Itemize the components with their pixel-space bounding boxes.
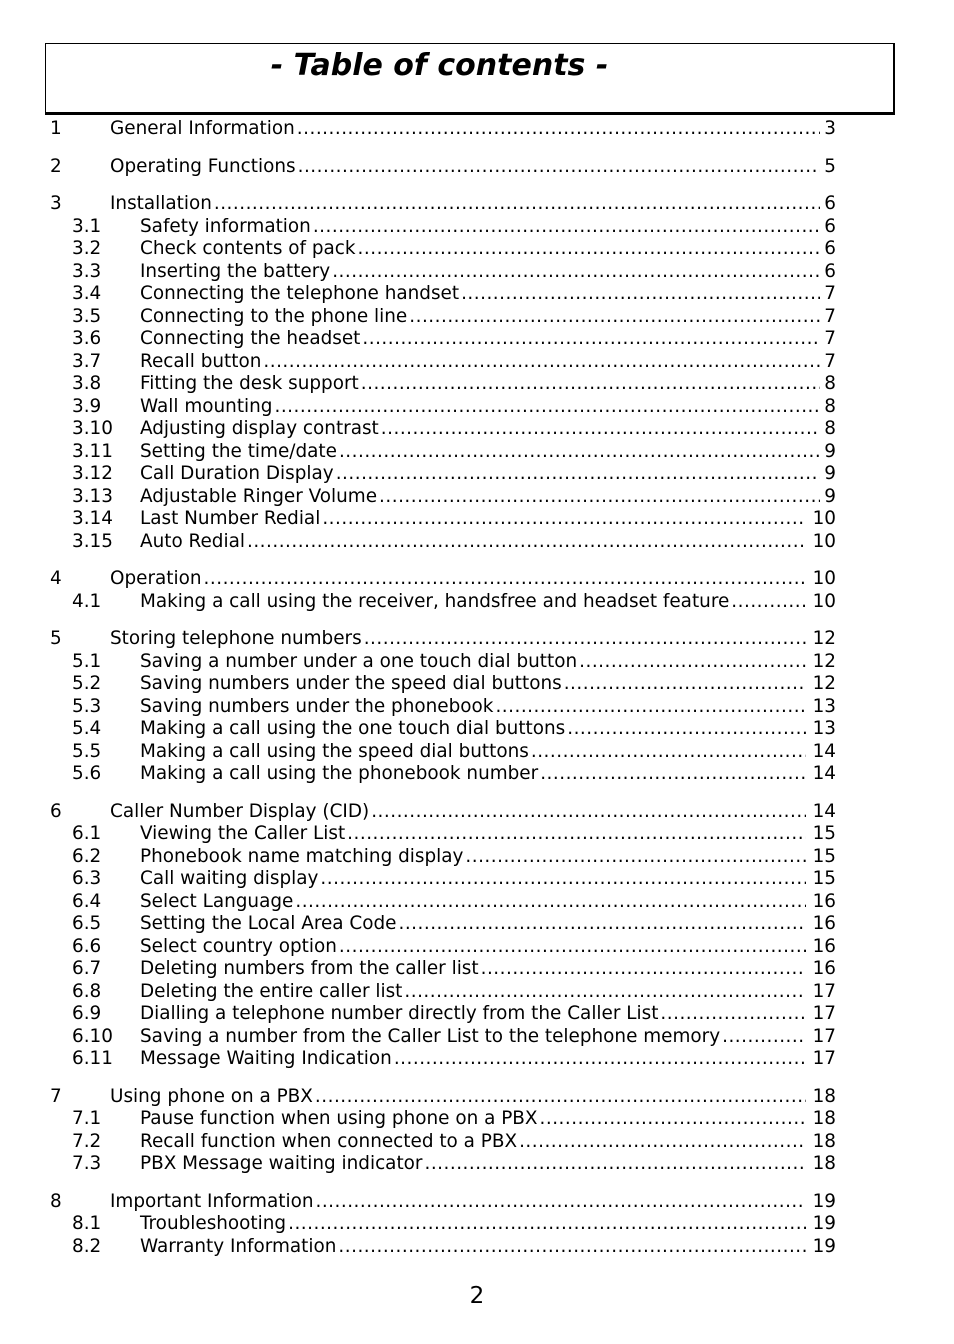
toc-entry — [140, 328, 820, 351]
toc-section-row[interactable] — [0, 591, 954, 614]
dot-leader — [722, 1026, 806, 1049]
toc-entry — [140, 1153, 806, 1176]
dot-leader — [381, 418, 820, 441]
dot-leader — [347, 823, 806, 846]
toc-entry — [140, 351, 820, 374]
toc-entry-title: Making a call using the phonebook number — [140, 763, 539, 784]
page-title: - Table of contents - — [270, 48, 609, 83]
dot-leader — [461, 283, 820, 306]
dot-leader — [361, 373, 820, 396]
toc-section-row[interactable] — [0, 261, 954, 284]
toc-page-number: 5 — [824, 155, 836, 177]
toc-page-number: 17 — [812, 1025, 836, 1047]
toc-entry — [140, 1026, 806, 1049]
toc-section-row[interactable] — [0, 463, 954, 486]
dot-leader — [204, 568, 806, 591]
toc-section-row[interactable] — [0, 1108, 954, 1131]
dot-leader — [320, 868, 806, 891]
dot-leader — [339, 936, 806, 959]
toc-page-number: 16 — [812, 890, 836, 912]
toc-entry-title: Last Number Redial — [140, 508, 321, 529]
dot-leader — [338, 1236, 806, 1259]
toc-entry-number: 2 — [50, 155, 62, 177]
toc-entry-title: Adjustable Ringer Volume — [140, 485, 378, 507]
toc-entry-number: 8.1 — [72, 1213, 102, 1234]
toc-page-number: 9 — [824, 485, 836, 507]
toc-entry-number: 6.11 — [72, 1048, 113, 1069]
toc-entry — [140, 216, 820, 239]
toc-section-row[interactable] — [0, 216, 954, 239]
toc-entry-title: Making a call using the one touch dial buttons — [140, 718, 566, 739]
toc-entry-title: Connecting the telephone handset — [140, 283, 460, 304]
toc-entry-title: Saving numbers under the speed dial buttons — [140, 673, 562, 694]
toc-entry-number: 3.11 — [72, 440, 113, 462]
toc-entry — [140, 261, 820, 284]
toc-entry-number: 6.6 — [72, 935, 102, 957]
dot-leader — [567, 718, 806, 741]
toc-page-number: 12 — [812, 673, 836, 694]
dot-leader — [298, 156, 820, 179]
toc-section-row[interactable] — [0, 238, 954, 261]
dot-leader — [465, 846, 806, 869]
toc-entry-number: 6.5 — [72, 913, 102, 934]
toc-entry — [140, 238, 820, 261]
toc-section-row[interactable] — [0, 441, 954, 464]
toc-entry-number: 3.8 — [72, 373, 102, 394]
dot-leader — [481, 958, 806, 981]
toc-entry-number: 5.4 — [72, 718, 102, 739]
toc-chapter-row[interactable] — [0, 568, 954, 591]
dot-leader — [424, 1153, 806, 1176]
toc-entry-number: 3.5 — [72, 305, 102, 327]
toc-entry — [140, 651, 806, 674]
toc-entry-title: Wall mounting — [140, 395, 273, 417]
toc-entry-title: Check contents of pack — [140, 238, 356, 259]
toc-section-row[interactable] — [0, 696, 954, 719]
toc-entry — [140, 913, 806, 936]
toc-entry-number: 3 — [50, 193, 62, 214]
toc-entry-number: 3.14 — [72, 508, 113, 529]
toc-entry — [140, 373, 820, 396]
title-box — [45, 43, 895, 115]
dot-leader — [371, 801, 806, 824]
toc-entry-number: 3.3 — [72, 260, 102, 282]
toc-page-number: 14 — [812, 800, 836, 822]
toc-chapter-row[interactable] — [0, 628, 954, 651]
dot-leader — [495, 696, 806, 719]
toc-page-number: 6 — [824, 193, 836, 214]
toc-entry-number: 6.8 — [72, 980, 102, 1002]
toc-page-number: 8 — [824, 418, 836, 439]
toc-entry-title: Making a call using the speed dial buttons — [140, 740, 529, 762]
toc-section-row[interactable] — [0, 328, 954, 351]
toc-entry-number: 6.3 — [72, 868, 102, 889]
toc-entry — [140, 463, 820, 486]
toc-entry — [110, 1086, 806, 1109]
dot-leader — [247, 531, 806, 554]
toc-entry-number: 7.2 — [72, 1130, 102, 1152]
toc-entry-number: 3.6 — [72, 328, 102, 349]
toc-page-number: 7 — [824, 328, 836, 349]
toc-page-number: 8 — [824, 395, 836, 417]
toc-entry-number: 7.3 — [72, 1153, 102, 1174]
toc-section-row[interactable] — [0, 1236, 954, 1259]
toc-section-row[interactable] — [0, 418, 954, 441]
toc-entry-title: Phonebook name matching display — [140, 845, 464, 867]
toc-section-row[interactable] — [0, 913, 954, 936]
toc-entry — [140, 741, 806, 764]
toc-entry — [140, 441, 820, 464]
toc-entry-number: 3.10 — [72, 418, 113, 439]
toc-entry-number: 6.1 — [72, 823, 102, 844]
toc-entry-number: 6.7 — [72, 958, 102, 979]
dot-leader — [579, 651, 806, 674]
toc-entry-title: Message Waiting Indication — [140, 1048, 392, 1069]
toc-entry-number: 3.13 — [72, 485, 113, 507]
toc-entry-title: Call Duration Display — [140, 463, 334, 484]
toc-entry-title: Warranty Information — [140, 1235, 337, 1257]
toc-page-number: 9 — [824, 463, 836, 484]
toc-section-row[interactable] — [0, 396, 954, 419]
dot-leader — [398, 913, 806, 936]
toc-entry-title: Pause function when using phone on a PBX — [140, 1108, 538, 1129]
toc-entry-title: Deleting the entire caller list — [140, 980, 403, 1002]
toc-entry-number: 6.4 — [72, 890, 102, 912]
toc-entry-title: General Information — [110, 118, 295, 139]
toc-entry-title: Installation — [110, 193, 212, 214]
dot-leader — [409, 306, 820, 329]
toc-entry-title: Select country option — [140, 935, 337, 957]
toc-entry-title: Select Language — [140, 890, 294, 912]
toc-entry-title: Caller Number Display (CID) — [110, 800, 370, 822]
toc-entry-number: 4 — [50, 568, 62, 589]
toc-entry-number: 5.5 — [72, 740, 102, 762]
dot-leader — [362, 328, 820, 351]
toc-entry-number: 3.2 — [72, 238, 102, 259]
toc-entry — [110, 118, 820, 141]
toc-entry-title: Adjusting display contrast — [140, 418, 379, 439]
toc-entry-number: 8 — [50, 1190, 62, 1212]
toc-section-row[interactable] — [0, 891, 954, 914]
toc-entry-number: 6.2 — [72, 845, 102, 867]
toc-page-number: 13 — [812, 695, 836, 717]
toc-section-row[interactable] — [0, 508, 954, 531]
toc-entry-title: Recall button — [140, 350, 262, 372]
toc-section-row[interactable] — [0, 531, 954, 554]
toc-section-row[interactable] — [0, 1213, 954, 1236]
toc-entry-title: Storing telephone numbers — [110, 628, 362, 649]
toc-entry — [140, 868, 806, 891]
dot-leader — [297, 118, 820, 141]
toc-entry-title: Deleting numbers from the caller list — [140, 958, 479, 979]
dot-leader — [519, 1131, 806, 1154]
toc-entry — [140, 1108, 806, 1131]
toc-page-number: 15 — [812, 823, 836, 844]
toc-page-number: 14 — [812, 740, 836, 762]
toc-entry-title: Troubleshooting — [140, 1213, 287, 1234]
dot-leader — [358, 238, 820, 261]
toc-chapter-row[interactable] — [0, 156, 954, 179]
toc-entry — [140, 531, 806, 554]
toc-entry-number: 6.9 — [72, 1003, 102, 1024]
toc-entry — [140, 1213, 806, 1236]
toc-section-row[interactable] — [0, 741, 954, 764]
toc-entry-number: 7.1 — [72, 1108, 102, 1129]
dot-leader — [564, 673, 806, 696]
toc-page-number: 19 — [812, 1190, 836, 1212]
toc-entry — [110, 193, 820, 216]
toc-entry-title: Connecting the headset — [140, 328, 361, 349]
toc-page-number: 17 — [812, 980, 836, 1002]
toc-entry — [140, 891, 806, 914]
toc-entry-number: 6 — [50, 800, 62, 822]
toc-entry-title: Connecting to the phone line — [140, 305, 408, 327]
toc-section-row[interactable] — [0, 373, 954, 396]
toc-page-number: 6 — [824, 215, 836, 237]
toc-page-number: 7 — [824, 283, 836, 304]
toc-section-row[interactable] — [0, 283, 954, 306]
toc-chapter-row[interactable] — [0, 1191, 954, 1214]
toc-entry-title: Setting the time/date — [140, 440, 337, 462]
page-number: 2 — [469, 1283, 485, 1309]
toc-entry — [110, 628, 806, 651]
dot-leader — [364, 628, 806, 651]
dot-leader — [540, 1108, 806, 1131]
toc-entry — [110, 801, 806, 824]
toc-page-number: 9 — [824, 440, 836, 462]
toc-entry-title: Operating Functions — [110, 155, 296, 177]
toc-page-number: 8 — [824, 373, 836, 394]
toc-entry — [110, 1191, 806, 1214]
toc-entry-number: 5.3 — [72, 695, 102, 717]
dot-leader — [339, 441, 820, 464]
toc-page-number: 16 — [812, 935, 836, 957]
toc-entry-number: 3.12 — [72, 463, 113, 484]
dot-leader — [288, 1213, 806, 1236]
dot-leader — [313, 216, 820, 239]
dot-leader — [531, 741, 806, 764]
toc-entry-title: Important Information — [110, 1190, 314, 1212]
dot-leader — [322, 508, 806, 531]
toc-entry-number: 6.10 — [72, 1025, 113, 1047]
dot-leader — [336, 463, 820, 486]
toc-section-row[interactable] — [0, 936, 954, 959]
toc-chapter-row[interactable] — [0, 193, 954, 216]
toc-entry — [140, 823, 806, 846]
toc-entry — [140, 486, 820, 509]
toc-entry-title: PBX Message waiting indicator — [140, 1153, 423, 1174]
toc-entry — [140, 718, 806, 741]
toc-section-row[interactable] — [0, 958, 954, 981]
toc-section-row[interactable] — [0, 651, 954, 674]
toc-entry-number: 3.1 — [72, 215, 102, 237]
toc-entry-title: Inserting the battery — [140, 260, 331, 282]
toc-page-number: 15 — [812, 868, 836, 889]
toc-chapter-row[interactable] — [0, 1086, 954, 1109]
toc-entry-title: Viewing the Caller List — [140, 823, 346, 844]
toc-entry-title: Auto Redial — [140, 530, 245, 552]
toc-page-number: 6 — [824, 260, 836, 282]
toc-page-number: 19 — [812, 1235, 836, 1257]
toc-entry-title: Call waiting display — [140, 868, 319, 889]
toc-section-row[interactable] — [0, 306, 954, 329]
toc-page-number: 7 — [824, 350, 836, 372]
toc-entry-number: 8.2 — [72, 1235, 102, 1257]
toc-page-number: 18 — [812, 1153, 836, 1174]
toc-entry-number: 5.2 — [72, 673, 102, 694]
toc-entry-number: 3.15 — [72, 530, 113, 552]
toc-page-number: 6 — [824, 238, 836, 259]
dot-leader — [394, 1048, 806, 1071]
toc-section-row[interactable] — [0, 486, 954, 509]
dot-leader — [379, 486, 820, 509]
toc-section-row[interactable] — [0, 1003, 954, 1026]
toc-page-number: 18 — [812, 1085, 836, 1107]
toc-page-number: 15 — [812, 845, 836, 867]
toc-section-row[interactable] — [0, 763, 954, 786]
toc-entry — [140, 591, 806, 614]
toc-entry — [140, 396, 820, 419]
toc-entry — [140, 508, 806, 531]
dot-leader — [295, 891, 806, 914]
toc-entry — [140, 846, 806, 869]
toc-page-number: 17 — [812, 1003, 836, 1024]
toc-page-number: 18 — [812, 1130, 836, 1152]
dot-leader — [274, 396, 820, 419]
toc-entry-number: 3.7 — [72, 350, 102, 372]
toc-entry-number: 4.1 — [72, 590, 102, 612]
toc-page-number: 10 — [812, 590, 836, 612]
toc-entry — [140, 1236, 806, 1259]
toc-section-row[interactable] — [0, 1048, 954, 1071]
toc-entry-number: 5.6 — [72, 763, 102, 784]
toc-entry-number: 5 — [50, 628, 62, 649]
toc-chapter-row[interactable] — [0, 118, 954, 141]
toc-entry — [140, 418, 820, 441]
toc-entry — [140, 763, 806, 786]
toc-page-number: 10 — [812, 530, 836, 552]
toc-entry — [140, 936, 806, 959]
toc-section-row[interactable] — [0, 981, 954, 1004]
toc-section-row[interactable] — [0, 1131, 954, 1154]
dot-leader — [660, 1003, 806, 1026]
dot-leader — [315, 1191, 806, 1214]
toc-entry-title: Saving numbers under the phonebook — [140, 695, 494, 717]
dot-leader — [263, 351, 820, 374]
toc-entry-title: Recall function when connected to a PBX — [140, 1130, 518, 1152]
toc-entry-number: 3.9 — [72, 395, 102, 417]
toc-entry — [140, 673, 806, 696]
toc-page-number: 7 — [824, 305, 836, 327]
toc-entry-number: 3.4 — [72, 283, 102, 304]
table-of-contents — [0, 116, 954, 1258]
toc-section-row[interactable] — [0, 673, 954, 696]
toc-entry — [140, 1048, 806, 1071]
toc-entry — [140, 283, 820, 306]
toc-section-row[interactable] — [0, 846, 954, 869]
toc-page-number: 12 — [812, 628, 836, 649]
toc-entry — [110, 568, 806, 591]
dot-leader — [315, 1086, 806, 1109]
toc-entry-title: Dialling a telephone number directly from the Caller List — [140, 1003, 659, 1024]
toc-entry — [110, 156, 820, 179]
toc-entry-title: Operation — [110, 568, 202, 589]
dot-leader — [332, 261, 820, 284]
toc-page-number: 14 — [812, 763, 836, 784]
dot-leader — [731, 591, 806, 614]
toc-section-row[interactable] — [0, 351, 954, 374]
toc-entry-title: Using phone on a PBX — [110, 1085, 313, 1107]
toc-page-number: 17 — [812, 1048, 836, 1069]
toc-page-number: 16 — [812, 958, 836, 979]
toc-entry-title: Safety information — [140, 215, 311, 237]
toc-page-number: 16 — [812, 913, 836, 934]
toc-page-number: 10 — [812, 568, 836, 589]
toc-page-number: 18 — [812, 1108, 836, 1129]
toc-section-row[interactable] — [0, 1153, 954, 1176]
toc-entry — [140, 696, 806, 719]
toc-entry-number: 7 — [50, 1085, 62, 1107]
toc-entry-number: 1 — [50, 118, 62, 139]
dot-leader — [404, 981, 806, 1004]
toc-page-number: 13 — [812, 718, 836, 739]
toc-entry — [140, 958, 806, 981]
toc-entry — [140, 306, 820, 329]
toc-section-row[interactable] — [0, 1026, 954, 1049]
toc-chapter-row[interactable] — [0, 801, 954, 824]
toc-section-row[interactable] — [0, 868, 954, 891]
toc-section-row[interactable] — [0, 718, 954, 741]
dot-leader — [214, 193, 820, 216]
toc-entry-title: Making a call using the receiver, handsfree and headset feature — [140, 590, 730, 612]
toc-page-number: 19 — [812, 1213, 836, 1234]
toc-entry — [140, 1131, 806, 1154]
toc-section-row[interactable] — [0, 823, 954, 846]
toc-page-number: 12 — [812, 650, 836, 672]
toc-page-number: 3 — [824, 118, 836, 139]
dot-leader — [540, 763, 806, 786]
toc-entry — [140, 981, 806, 1004]
toc-entry-title: Saving a number from the Caller List to the telephone memory — [140, 1025, 721, 1047]
toc-entry — [140, 1003, 806, 1026]
toc-page-number: 10 — [812, 508, 836, 529]
toc-entry-title: Setting the Local Area Code — [140, 913, 397, 934]
toc-entry-title: Saving a number under a one touch dial button — [140, 650, 578, 672]
toc-entry-number: 5.1 — [72, 650, 102, 672]
toc-entry-title: Fitting the desk support — [140, 373, 359, 394]
